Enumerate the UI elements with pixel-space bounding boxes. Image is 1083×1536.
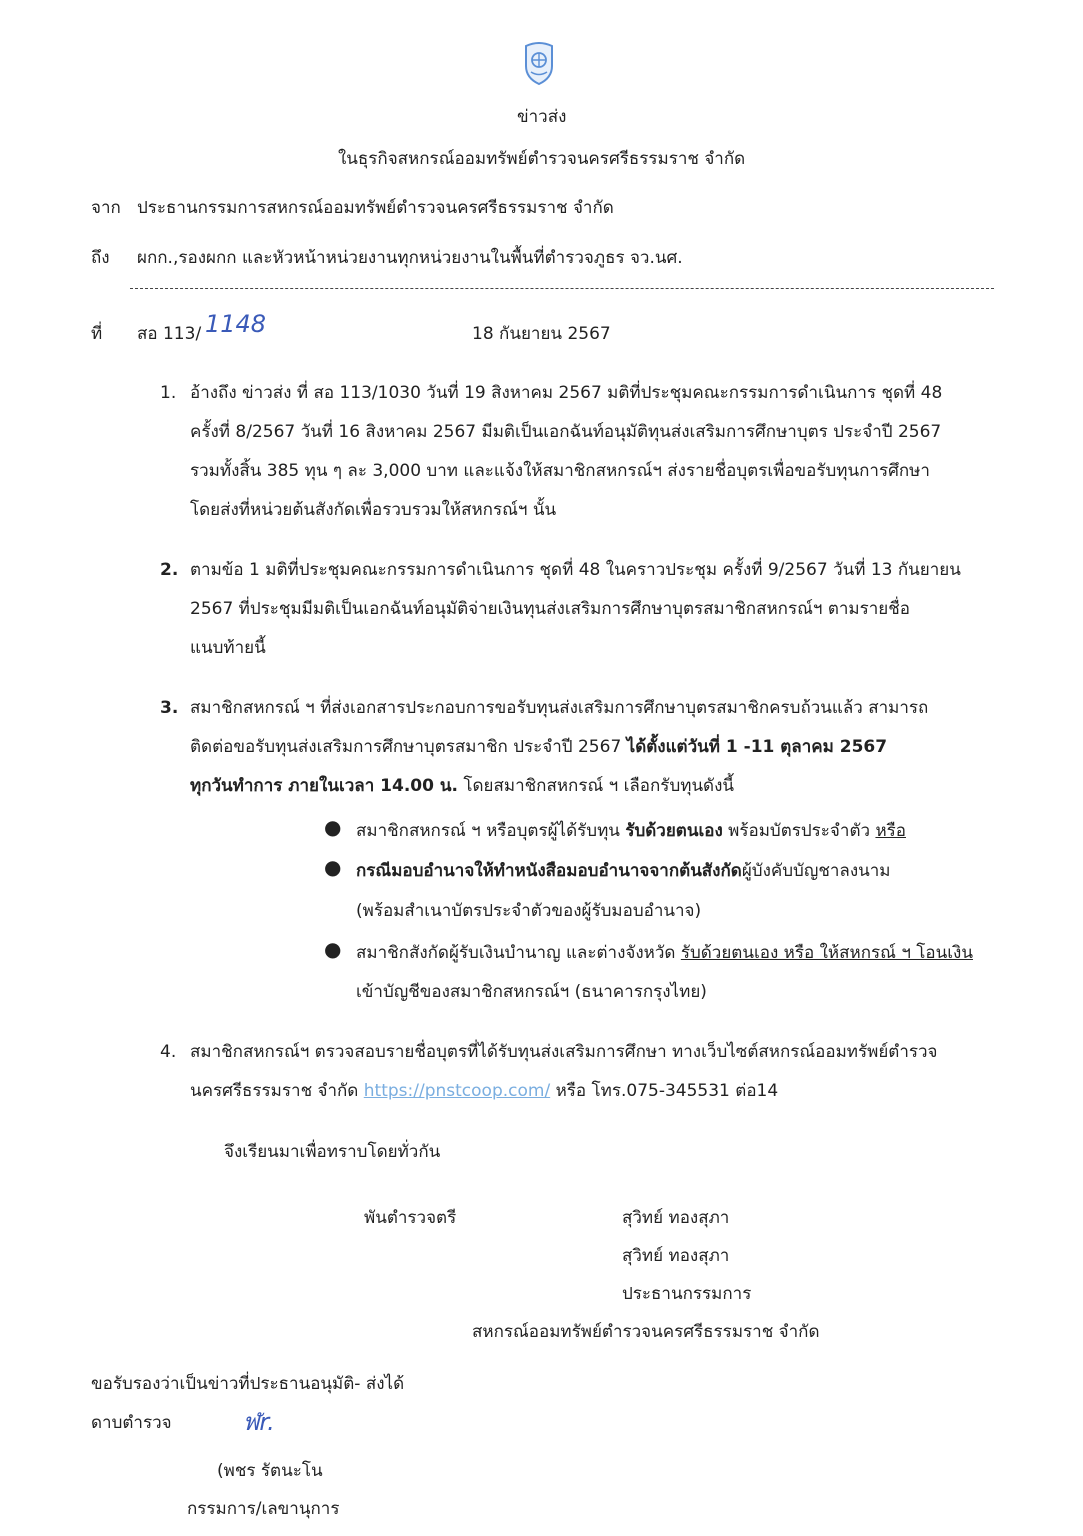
item-4-text <box>190 1033 1022 1111</box>
text-span: ผู้บังคับบัญชาลงนาม <box>741 861 891 881</box>
closing-text: จึงเรียนมาเพื่อทราบโดยทั่วกัน <box>224 1142 441 1162</box>
text-line: ครั้งที่ 8/2567 วันที่ 16 สิงหาคม 2567 มีมติเป็นเอกฉันท์อนุมัติทุนส่งเสริมการศึกษาบุตร ประจำปี 2567 <box>190 422 942 442</box>
handwritten-initials: ฬr. <box>243 1408 275 1436</box>
bullet-item <box>356 817 906 844</box>
item-3-text <box>190 689 1022 806</box>
bullet-item <box>356 857 891 884</box>
divider <box>130 288 994 289</box>
text-line: 2567 ที่ประชุมมีมติเป็นเอกฉันท์อนุมัติจ่ายเงินทุนส่งเสริมการศึกษาบุตรสมาชิกสหกรณ์ฯ ตามรายชื่อ <box>190 599 911 619</box>
text-line <box>190 767 1022 806</box>
text-line: สมาชิกสหกรณ์ฯ ตรวจสอบรายชื่อบุตรที่ได้รับทุนส่งเสริมการศึกษา ทางเว็บไซต์สหกรณ์ออมทรัพย์ตำรวจ <box>190 1042 938 1062</box>
text-span: กรณีมอบอำนาจให้ทำหนังสือมอบอำนาจจากต้นสังกัด <box>356 861 742 881</box>
signer-organization: สหกรณ์ออมทรัพย์ตำรวจนครศรีธรรมราช จำกัด <box>472 1322 820 1342</box>
item-2-text <box>190 551 1022 668</box>
ref-number: สอ 113/ <box>137 324 202 344</box>
certifier-name: (พชร รัตนะโน <box>217 1461 323 1481</box>
bullet-item-continuation: (พร้อมสำเนาบัตรประจำตัวของผู้รับมอบอำนาจ) <box>356 901 702 921</box>
bullet-item <box>356 939 973 966</box>
text-span: หรือ โทร.075-345531 ต่อ14 <box>550 1081 779 1101</box>
organization-heading: ในธุรกิจสหกรณ์ออมทรัพย์ตำรวจนครศรีธรรมราช จำกัด <box>338 149 746 169</box>
ref-date: 18 กันยายน 2567 <box>472 324 611 344</box>
text-line <box>190 1072 1022 1111</box>
signer-position: ประธานกรรมการ <box>622 1284 752 1304</box>
certify-text: ขอรับรองว่าเป็นข่าวที่ประธานอนุมัติ- ส่งได้ <box>91 1374 405 1394</box>
office-hours: ทุกวันทำการ ภายในเวลา 14.00 น. <box>190 776 458 796</box>
website-link[interactable]: https://pnstcoop.com/ <box>363 1081 551 1101</box>
text-span: นครศรีธรรมราช จำกัด <box>190 1081 364 1101</box>
text-span: โดยสมาชิกสหกรณ์ ฯ เลือกรับทุนดังนี้ <box>457 776 735 796</box>
text-span: สมาชิกสังกัดผู้รับเงินบำนาญ และต่างจังหวัด <box>356 943 681 963</box>
date-range: ได้ตั้งแต่วันที่ 1 -11 ตุลาคม 2567 <box>626 737 888 757</box>
signer-name: สุวิทย์ ทองสุภา <box>622 1246 730 1266</box>
item-number: 1. <box>160 383 177 403</box>
bullet-item-continuation: เข้าบัญชีของสมาชิกสหกรณ์ฯ (ธนาคารกรุงไทย) <box>356 982 707 1002</box>
text-line: โดยส่งที่หน่วยต้นสังกัดเพื่อรวบรวมให้สหกรณ์ฯ นั้น <box>190 500 557 520</box>
text-span: รับด้วยตนเอง <box>625 821 723 841</box>
certifier-position: กรรมการ/เลขานุการ <box>187 1499 340 1519</box>
handwritten-ref-number: 1148 <box>205 310 267 338</box>
text-line: แนบท้ายนี้ <box>190 638 266 658</box>
to-value: ผกก.,รองผกก และหัวหน้าหน่วยงานทุกหน่วยงานในพื้นที่ตำรวจภูธร จว.นศ. <box>137 248 683 268</box>
from-value: ประธานกรรมการสหกรณ์ออมทรัพย์ตำรวจนครศรีธรรมราช จำกัด <box>137 198 614 218</box>
text-line: ตามข้อ 1 มติที่ประชุมคณะกรรมการดำเนินการ ชุดที่ 48 ในคราวประชุม ครั้งที่ 9/2567 วันที่ 13 กันยายน <box>190 560 961 580</box>
police-coop-emblem-icon <box>522 40 556 86</box>
text-line: อ้างถึง ข่าวส่ง ที่ สอ 113/1030 วันที่ 19 สิงหาคม 2567 มติที่ประชุมคณะกรรมการดำเนินการ ชุดที่ 48 <box>190 383 943 403</box>
text-span: รับด้วยตนเอง หรือ ให้สหกรณ์ ฯ โอนเงิน <box>680 943 973 963</box>
signer-rank: พันตำรวจตรี <box>364 1208 457 1228</box>
item-number: 3. <box>160 698 179 718</box>
item-number: 2. <box>160 560 179 580</box>
handwritten-signature: สุวิทย์ ทองสุภา <box>622 1208 730 1228</box>
to-label: ถึง <box>91 248 110 268</box>
text-line: สมาชิกสหกรณ์ ฯ ที่ส่งเอกสารประกอบการขอรับทุนส่งเสริมการศึกษาบุตรสมาชิกครบถ้วนแล้ว สามารถ <box>190 698 929 718</box>
text-span: สมาชิกสหกรณ์ ฯ หรือบุตรผู้ได้รับทุน <box>356 821 626 841</box>
bullet-icon: ● <box>324 815 342 839</box>
bullet-icon: ● <box>324 855 342 879</box>
certifier-rank: ดาบตำรวจ <box>91 1413 172 1433</box>
ref-label: ที่ <box>91 324 103 344</box>
document-type: ข่าวส่ง <box>517 107 567 127</box>
item-1-text <box>190 374 1022 530</box>
text-span: ติดต่อขอรับทุนส่งเสริมการศึกษาบุตรสมาชิก ประจำปี 2567 <box>190 737 627 757</box>
item-number: 4. <box>160 1042 177 1062</box>
bullet-icon: ● <box>324 937 342 961</box>
from-label: จาก <box>91 198 121 218</box>
text-span: พร้อมบัตรประจำตัว <box>722 821 876 841</box>
text-line <box>190 728 1022 767</box>
text-span: หรือ <box>875 821 906 841</box>
text-line: รวมทั้งสิ้น 385 ทุน ๆ ละ 3,000 บาท และแจ้งให้สมาชิกสหกรณ์ฯ ส่งรายชื่อบุตรเพื่อขอรับทุนการศึกษา <box>190 461 930 481</box>
